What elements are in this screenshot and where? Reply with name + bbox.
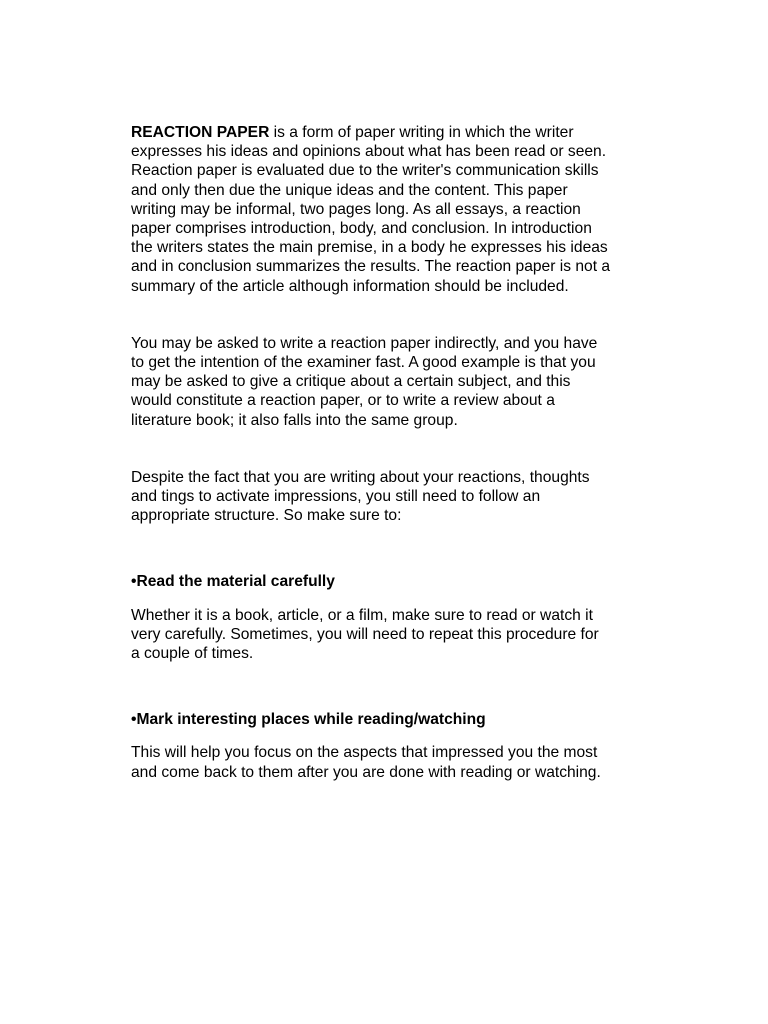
paragraph-line: a couple of times. xyxy=(131,645,254,663)
paragraph-line: Despite the fact that you are writing about your reactions, thoughts xyxy=(131,468,590,486)
mark-places-paragraph xyxy=(131,743,641,781)
paragraph-line: may be asked to give a critique about a certain subject, and this xyxy=(131,373,571,391)
intro-line: paper comprises introduction, body, and conclusion. In introduction xyxy=(131,220,592,238)
intro-paragraph xyxy=(131,123,641,296)
read-material-heading: •Read the material carefully xyxy=(131,573,335,591)
mark-places-heading: •Mark interesting places while reading/watching xyxy=(131,711,486,729)
intro-line: the writers states the main premise, in a body he expresses his ideas xyxy=(131,239,608,257)
intro-line: and only then due the unique ideas and the content. This paper xyxy=(131,181,568,199)
intro-line: summary of the article although information should be included. xyxy=(131,277,569,295)
paragraph-line: literature book; it also falls into the same group. xyxy=(131,411,458,429)
paragraph-line: and tings to activate impressions, you still need to follow an xyxy=(131,488,541,506)
paragraph-line: would constitute a reaction paper, or to write a review about a xyxy=(131,392,555,410)
paragraph-line: appropriate structure. So make sure to: xyxy=(131,507,402,525)
intro-line xyxy=(131,123,641,142)
intro-line: writing may be informal, two pages long. As all essays, a reaction xyxy=(131,200,581,218)
intro-line-text: is a form of paper writing in which the writer xyxy=(269,124,574,141)
intro-line: and in conclusion summarizes the results. The reaction paper is not a xyxy=(131,258,611,276)
paragraph-line: very carefully. Sometimes, you will need to repeat this procedure for xyxy=(131,625,599,643)
document-body xyxy=(131,123,641,782)
intro-line: expresses his ideas and opinions about what has been read or seen. xyxy=(131,143,607,161)
read-material-paragraph xyxy=(131,606,641,664)
paragraph-line: This will help you focus on the aspects that impressed you the most xyxy=(131,744,598,762)
reaction-paper-term: REACTION PAPER xyxy=(131,124,270,141)
paragraph-line: and come back to them after you are done with reading or watching. xyxy=(131,763,601,781)
paragraph-line: You may be asked to write a reaction paper indirectly, and you have xyxy=(131,334,598,352)
structure-paragraph xyxy=(131,468,641,526)
indirect-assignment-paragraph xyxy=(131,334,641,430)
intro-line: Reaction paper is evaluated due to the writer's communication skills xyxy=(131,162,599,180)
paragraph-line: to get the intention of the examiner fast. A good example is that you xyxy=(131,354,596,372)
paragraph-line: Whether it is a book, article, or a film, make sure to read or watch it xyxy=(131,606,593,624)
